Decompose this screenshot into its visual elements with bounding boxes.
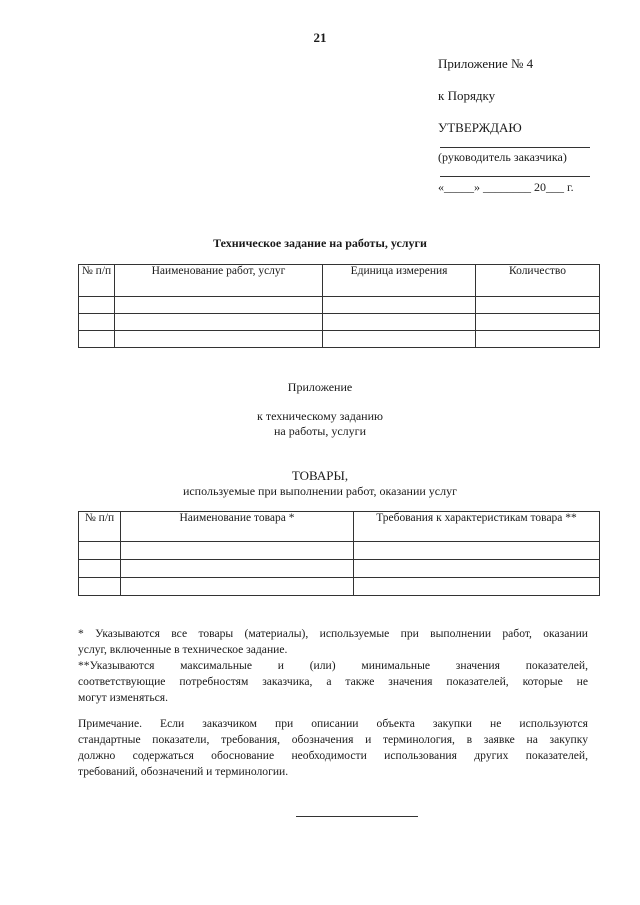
remark	[78, 716, 588, 780]
footnote-2-line-2: соответствующие потребностям заказчика, а также значения показателей, которые не	[78, 675, 588, 688]
table-cell	[323, 331, 476, 348]
remark-line-1: Примечание. Если заказчиком при описании объекта закупки не используются	[78, 717, 588, 730]
footnote-1-line-1: * Указываются все товары (материалы), используемые при выполнении работ, оказании	[78, 627, 588, 640]
table-cell	[476, 314, 600, 331]
table-cell	[476, 297, 600, 314]
table-header-row	[79, 265, 600, 297]
footnote-1-line-2: услуг, включенные в техническое задание.	[78, 643, 288, 656]
table-row	[79, 314, 600, 331]
goods-title: ТОВАРЫ,	[291, 468, 349, 483]
table-cell	[79, 314, 115, 331]
attachment-line-1: к техническому заданию	[257, 409, 383, 423]
table-header-row	[79, 512, 600, 542]
appendix-label: Приложение № 4	[438, 56, 534, 71]
signature-line	[440, 147, 590, 148]
table-cell	[121, 542, 354, 560]
table-cell	[79, 331, 115, 348]
signature-name-line	[440, 176, 590, 177]
remark-line-2: стандартные показатели, требования, обозначения и терминология, в заявке на закупку	[78, 733, 588, 746]
table-cell	[79, 560, 121, 578]
table-cell	[354, 578, 600, 596]
table-cell	[115, 331, 323, 348]
attachment-line-2: на работы, услуги	[274, 424, 366, 438]
col-header-work-name: Наименование работ, услуг	[115, 265, 323, 297]
table-cell	[354, 542, 600, 560]
footnotes	[78, 626, 588, 706]
table-cell	[115, 297, 323, 314]
table-row	[79, 297, 600, 314]
table-cell	[79, 542, 121, 560]
table-row	[79, 578, 600, 596]
col-header-goods-name: Наименование товара *	[121, 512, 354, 542]
head-label: (руководитель заказчика)	[438, 150, 567, 164]
remark-line-3: должно содержаться обоснование необходимости использования других показателей,	[78, 749, 588, 762]
table-cell	[354, 560, 600, 578]
page-number: 21	[313, 30, 327, 45]
goods-subtitle: используемые при выполнении работ, оказании услуг	[182, 484, 458, 498]
approve-label: УТВЕРЖДАЮ	[438, 120, 522, 135]
table-cell	[323, 297, 476, 314]
col-header-quantity: Количество	[476, 265, 600, 297]
date-label: «_____» ________ 20___ г.	[438, 180, 574, 194]
table-row	[79, 331, 600, 348]
col-header-requirements: Требования к характеристикам товара **	[354, 512, 600, 542]
tech-task-table	[78, 264, 600, 348]
table-row	[79, 542, 600, 560]
remark-line-4: требований, обозначений и терминологии.	[78, 765, 289, 778]
attachment-title: Приложение	[287, 380, 353, 394]
end-rule	[296, 816, 418, 817]
to-order-label: к Порядку	[438, 88, 496, 103]
footnote-2-line-3: могут изменяться.	[78, 691, 169, 704]
table-cell	[323, 314, 476, 331]
table-row	[79, 560, 600, 578]
table-cell	[121, 560, 354, 578]
table-cell	[79, 578, 121, 596]
table-cell	[121, 578, 354, 596]
table-cell	[115, 314, 323, 331]
table-cell	[79, 297, 115, 314]
table-cell	[476, 331, 600, 348]
tech-task-title: Техническое задание на работы, услуги	[213, 236, 427, 250]
col-header-number: № п/п	[79, 265, 115, 297]
col-header-number: № п/п	[79, 512, 121, 542]
goods-table	[78, 511, 600, 596]
footnote-2-line-1: **Указываются максимальные и (или) минимальные значения показателей,	[78, 659, 588, 672]
col-header-unit: Единица измерения	[323, 265, 476, 297]
